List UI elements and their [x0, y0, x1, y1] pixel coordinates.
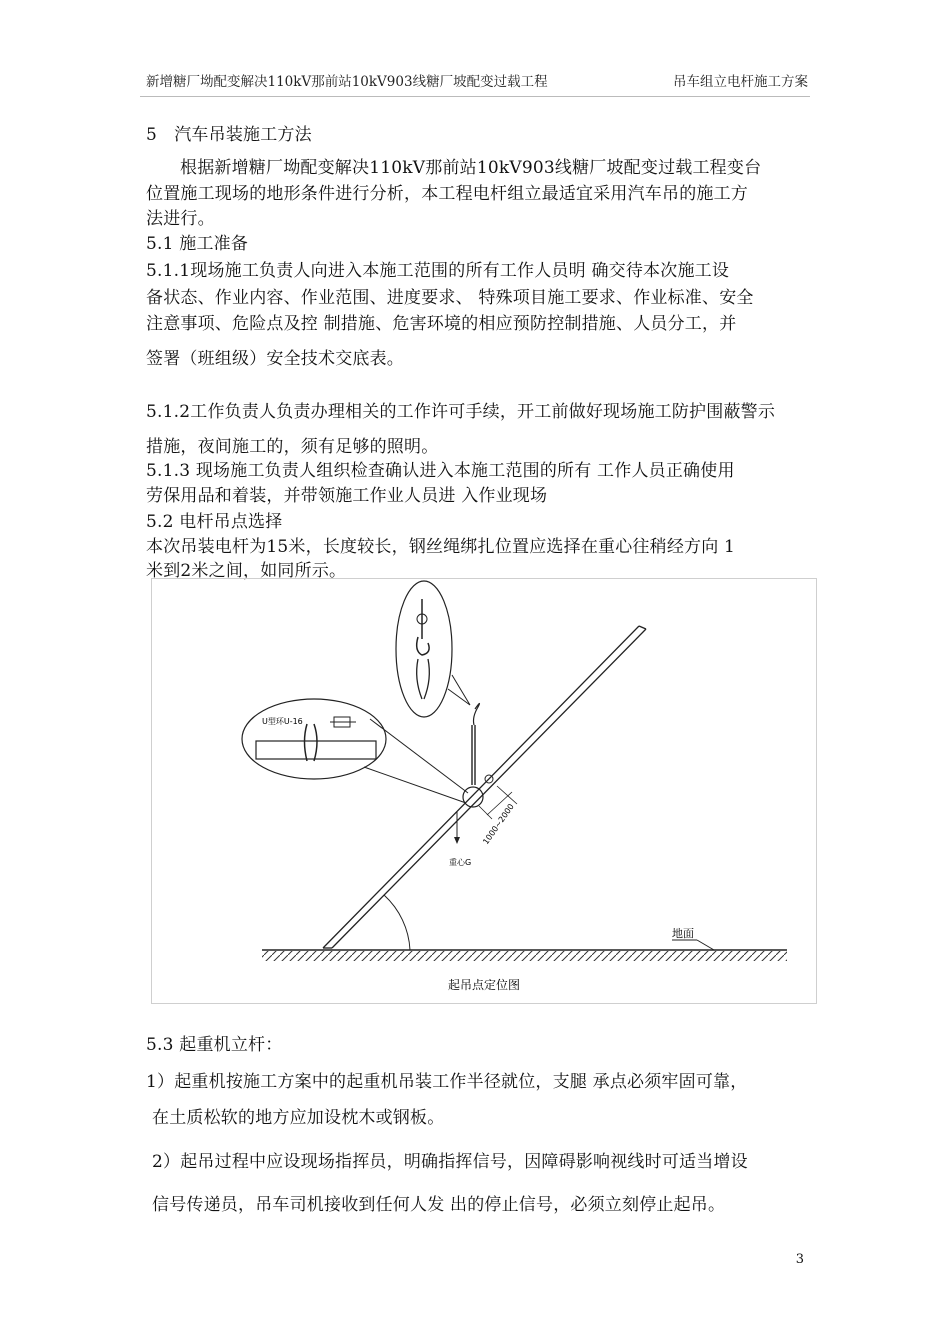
paragraph-line: 法进行。 — [146, 209, 215, 229]
section-5-heading: 5 汽车吊装施工方法 — [146, 125, 312, 145]
paragraph-line: 注意事项、危险点及控 制措施、危害环境的相应预防控制措施、人员分工，并 — [146, 314, 737, 334]
paragraph-line: 在土质松软的地方应加设枕木或钢板。 — [152, 1108, 445, 1128]
header-right-title: 吊车组立电杆施工方案 — [673, 74, 808, 90]
utility-pole — [323, 626, 646, 948]
paragraph-line: 根据新增糖厂坳配变解决110kV那前站10kV903线糖厂坡配变过载工程变台 — [180, 158, 762, 178]
paragraph-line: 劳保用品和着装，并带领施工作业人员进 入作业现场 — [146, 486, 548, 506]
header-left-title: 新增糖厂坳配变解决110kV那前站10kV903线糖厂坡配变过载工程 — [146, 74, 548, 90]
section-5-1-heading: 5.1 施工准备 — [146, 234, 249, 254]
clamp-label: U型环U-16 — [262, 717, 303, 726]
paragraph-line: 5.1.3 现场施工负责人组织检查确认进入本施工范围的所有 工作人员正确使用 — [146, 461, 735, 481]
paragraph-line: 米到2米之间，如同所示。 — [146, 561, 347, 581]
dimension-line — [479, 786, 517, 819]
gravity-label: 重心G — [449, 858, 472, 867]
paragraph-line: 签署（班组级）安全技术交底表。 — [146, 349, 404, 369]
section-5-2-heading: 5.2 电杆吊点选择 — [146, 512, 283, 532]
header-divider — [140, 96, 810, 97]
clamp-detail-balloon — [242, 699, 468, 803]
section-5-3-heading: 5.3 起重机立杆： — [146, 1035, 283, 1055]
paragraph-line: 本次吊装电杆为15米，长度较长，钢丝绳绑扎位置应选择在重心往稍经方向 1 — [146, 537, 736, 557]
ground-label: 地面 — [672, 927, 694, 940]
paragraph-line: 2）起吊过程中应设现场指挥员，明确指挥信号，因障碍影响视线时可适当增设 — [152, 1152, 748, 1172]
lifting-point-diagram — [151, 578, 817, 1004]
dimension-label: 1000~2000 — [481, 802, 516, 847]
crane-hook — [472, 703, 479, 785]
ground-leader — [697, 940, 714, 950]
paragraph-line: 1）起重机按施工方案中的起重机吊装工作半径就位，支腿 承点必须牢固可靠， — [146, 1072, 748, 1092]
paragraph-line: 5.1.1现场施工负责人向进入本施工范围的所有工作人员明 确交待本次施工设 — [146, 261, 730, 281]
figure-caption: 起吊点定位图 — [447, 978, 521, 992]
gravity-arrow — [454, 811, 460, 844]
angle-arc — [384, 895, 410, 950]
paragraph-line: 位置施工现场的地形条件进行分析，本工程电杆组立最适宜采用汽车吊的施工方 — [146, 184, 748, 204]
page-number: 3 — [795, 1252, 804, 1267]
ground-line — [262, 950, 787, 961]
hook-detail-balloon — [396, 581, 470, 717]
paragraph-line: 信号传递员，吊车司机接收到任何人发 出的停止信号，必须立刻停止起吊。 — [152, 1195, 726, 1215]
paragraph-line: 措施，夜间施工的，须有足够的照明。 — [146, 437, 439, 457]
paragraph-line: 5.1.2工作负责人负责办理相关的工作许可手续，开工前做好现场施工防护围蔽警示 — [146, 402, 776, 422]
paragraph-line: 备状态、作业内容、作业范围、进度要求、 特殊项目施工要求、作业标准、安全 — [146, 288, 754, 308]
